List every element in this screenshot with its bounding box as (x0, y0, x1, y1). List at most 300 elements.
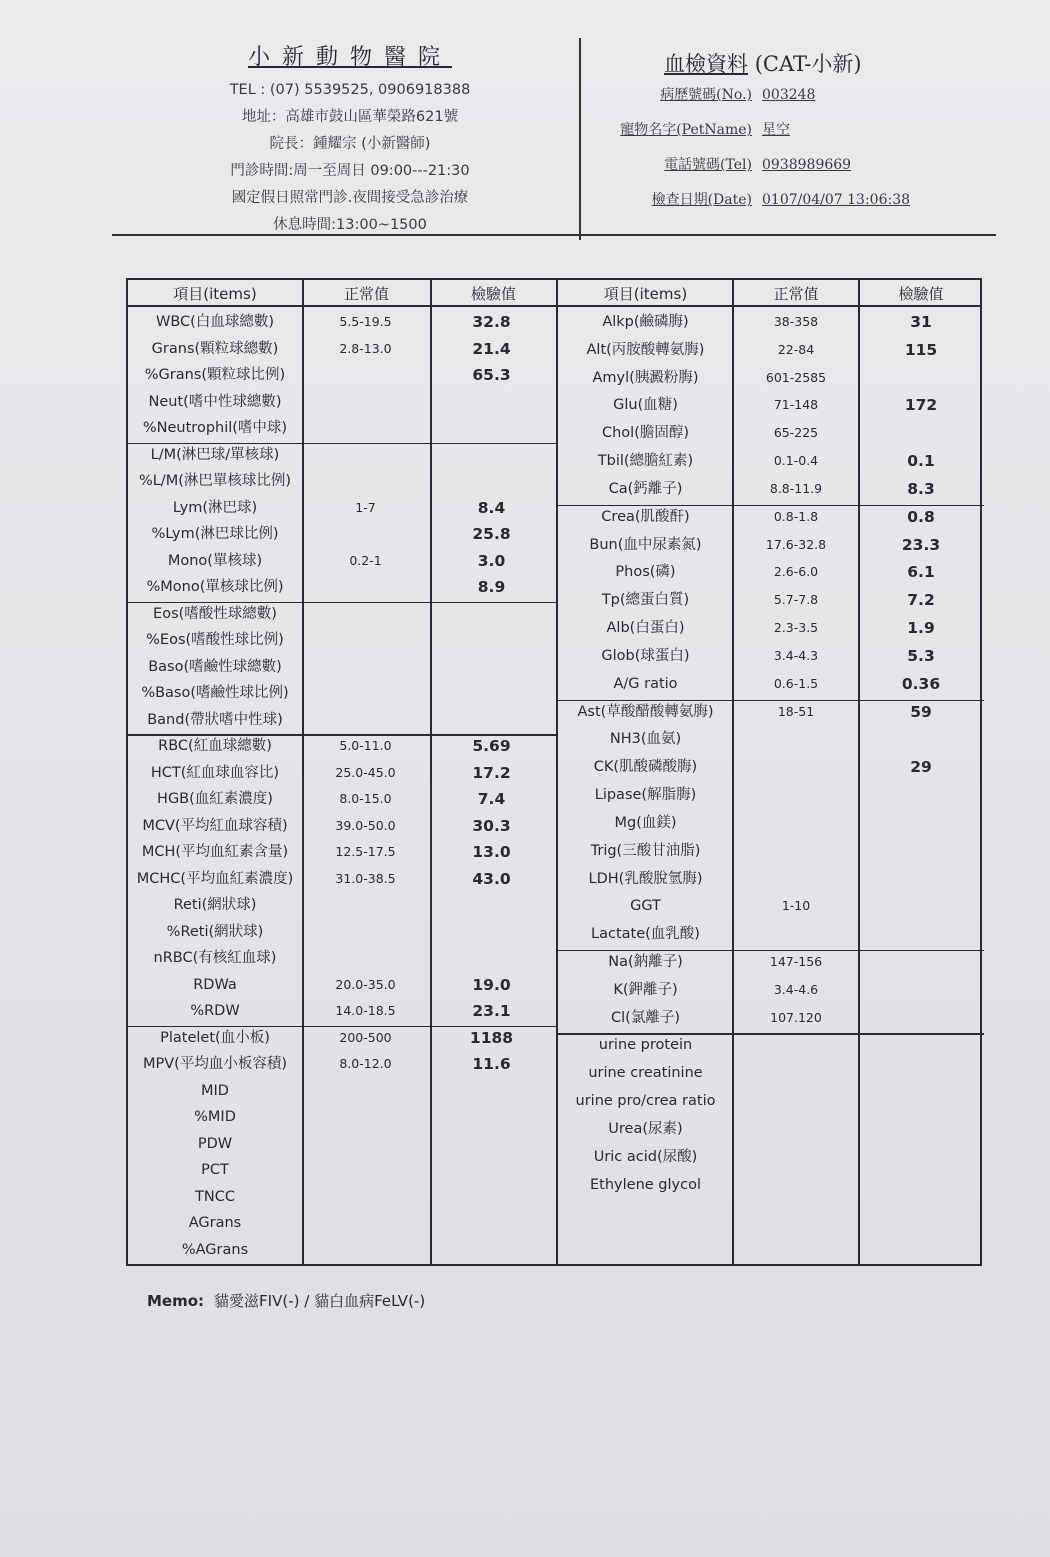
test-name: %L/M(淋巴單核球比例) (138, 473, 292, 489)
table-row (558, 726, 983, 752)
table-row (128, 813, 554, 839)
normal-range: 3.4-4.3 (773, 647, 819, 663)
test-value: 23.1 (472, 1002, 511, 1020)
test-name: nRBC(有核紅血球) (153, 950, 277, 966)
test-value (429, 1104, 554, 1130)
group-separator (128, 734, 556, 736)
column-divider (556, 280, 558, 1264)
normal-range (302, 1131, 429, 1157)
test-value (859, 726, 983, 752)
test-value: 0.8 (907, 507, 935, 526)
group-separator (556, 505, 984, 507)
table-row (558, 532, 983, 558)
test-name: Uric acid(尿酸) (593, 1148, 698, 1165)
header-items-left: 項目(items) (173, 285, 257, 303)
test-value (429, 945, 554, 971)
group-separator (128, 443, 556, 445)
test-name: Alkp(鹼磷脢) (602, 314, 689, 330)
normal-range (733, 782, 859, 808)
test-value (859, 1172, 983, 1198)
table-row (558, 643, 983, 669)
normal-range (733, 866, 859, 892)
test-value (429, 627, 554, 653)
test-value (859, 365, 983, 391)
group-separator (556, 1033, 984, 1035)
table-row (558, 754, 983, 780)
test-name: urine protein (598, 1037, 693, 1054)
test-value: 32.8 (472, 313, 511, 331)
normal-range (733, 1144, 859, 1170)
normal-range (733, 1088, 859, 1114)
table-row (558, 1172, 983, 1198)
test-value (429, 468, 554, 494)
test-value: 6.1 (907, 563, 935, 582)
test-value: 21.4 (472, 339, 511, 358)
group-separator (128, 602, 556, 604)
test-value (859, 838, 983, 864)
normal-range: 0.2-1 (349, 552, 382, 568)
test-name: urine creatinine (588, 1065, 703, 1082)
test-value: 17.2 (472, 763, 511, 782)
normal-range: 8.8-11.9 (769, 480, 823, 496)
normal-range (733, 1060, 859, 1086)
record-info (600, 48, 1000, 224)
normal-range (302, 1237, 429, 1263)
test-name: PCT (201, 1162, 229, 1178)
record-field-date (600, 189, 1000, 224)
test-value: 43.0 (472, 869, 511, 888)
test-value: 5.3 (907, 646, 935, 665)
test-name: RBC(紅血球總數) (158, 738, 272, 754)
field-value: 0107/04/07 13:06:38 (762, 192, 911, 208)
test-name: %Eos(嗜酸性球比例) (146, 632, 284, 648)
field-label: 檢查日期(Date) (651, 192, 752, 208)
table-row (128, 1025, 554, 1051)
normal-range: 0.8-1.8 (773, 508, 819, 524)
test-name: Bun(血中尿素氮) (589, 536, 702, 553)
test-value: 11.6 (472, 1055, 511, 1073)
group-separator (128, 1026, 556, 1028)
table-row (558, 977, 983, 1003)
test-value (429, 654, 554, 680)
column-divider (302, 280, 304, 1264)
test-value: 0.1 (907, 452, 935, 471)
test-value: 30.3 (472, 816, 511, 835)
table-row (128, 892, 554, 918)
header-items-right: 項目(items) (603, 285, 688, 303)
test-name: AGrans (188, 1215, 242, 1231)
table-row (128, 760, 554, 786)
normal-range (302, 521, 429, 547)
normal-range (302, 680, 429, 706)
normal-range: 5.7-7.8 (773, 592, 819, 608)
record-field-petname (600, 119, 1000, 154)
test-name: Alb(白蛋白) (606, 620, 685, 637)
table-row (558, 671, 983, 697)
test-value: 7.4 (477, 790, 506, 808)
field-label: 病歷號碼(No.) (660, 87, 752, 103)
normal-range: 0.1-0.4 (773, 453, 819, 469)
table-row (128, 733, 554, 759)
table-row (558, 420, 983, 446)
test-name: MCV(平均紅血球容積) (142, 817, 288, 834)
test-name: Crea(肌酸酐) (601, 508, 690, 525)
normal-range: 0.6-1.5 (773, 675, 819, 691)
test-name: LDH(乳酸脫氫脢) (588, 870, 703, 887)
normal-range (302, 1157, 429, 1183)
table-row (558, 476, 983, 502)
table-row (128, 919, 554, 945)
normal-range: 14.0-18.5 (335, 1003, 396, 1018)
test-name: Platelet(血小板) (160, 1029, 270, 1046)
normal-range: 25.0-45.0 (335, 764, 396, 780)
test-name: K(鉀離子) (613, 981, 678, 998)
normal-range (302, 1184, 429, 1210)
test-name: Mono(單核球) (167, 552, 263, 569)
test-value: 29 (910, 758, 932, 777)
normal-range: 5.5-19.5 (339, 314, 392, 329)
test-value: 3.0 (477, 551, 506, 570)
test-value (429, 919, 554, 945)
normal-range (733, 921, 859, 947)
test-value (859, 1005, 983, 1031)
table-row (558, 893, 983, 919)
table-row (128, 1210, 554, 1236)
normal-range: 200-500 (339, 1029, 392, 1045)
test-value (859, 893, 983, 919)
test-value (429, 1210, 554, 1236)
table-row (128, 468, 554, 494)
test-name: %Lym(淋巴球比例) (151, 526, 279, 542)
table-row (558, 587, 983, 613)
test-value (429, 680, 554, 706)
clinic-holiday-note: 國定假日照常門診.夜間接受急診治療 (231, 190, 469, 206)
test-name: CK(肌酸磷酸脢) (593, 759, 698, 776)
test-name: Eos(嗜酸性球總數) (153, 605, 277, 622)
test-name: GGT (630, 898, 661, 915)
test-name: Ethylene glycol (590, 1176, 701, 1193)
normal-range (302, 389, 429, 415)
test-value: 25.8 (472, 525, 511, 543)
normal-range (733, 810, 859, 836)
test-name: %MID (194, 1109, 236, 1125)
test-name: A/G ratio (613, 675, 678, 692)
table-row (558, 1032, 983, 1058)
test-value (429, 892, 554, 918)
header-rule (112, 234, 996, 236)
test-name: MCH(平均血紅素含量) (141, 844, 289, 860)
table-row (558, 504, 983, 530)
header-normal-left: 正常值 (343, 285, 389, 303)
table-row (128, 945, 554, 971)
table-row (128, 998, 554, 1024)
table-row (128, 1078, 554, 1104)
test-value (859, 1144, 983, 1170)
table-row (128, 1051, 554, 1077)
test-value: 23.3 (901, 535, 941, 554)
normal-range: 12.5-17.5 (335, 844, 396, 859)
test-value: 13.0 (472, 843, 511, 861)
normal-range (302, 468, 429, 494)
test-name: Neut(嗜中性球總數) (148, 393, 282, 410)
table-row (128, 1104, 554, 1130)
normal-range (733, 1032, 859, 1058)
normal-range (302, 362, 429, 388)
test-name: Ast(草酸醋酸轉氨脢) (577, 703, 714, 720)
table-row (558, 949, 983, 975)
test-name: RDWa (193, 976, 237, 993)
test-value: 115 (904, 340, 938, 359)
test-name: Mg(血鎂) (614, 814, 677, 831)
test-value: 5.69 (472, 737, 511, 755)
test-value: 172 (904, 396, 938, 415)
test-name: Phos(磷) (615, 564, 676, 581)
column-divider (858, 280, 860, 1264)
normal-range: 147-156 (769, 953, 823, 969)
normal-range: 17.6-32.8 (765, 536, 827, 552)
test-value (429, 1157, 554, 1183)
test-name: Amyl(胰澱粉脢) (592, 369, 699, 386)
clinic-info (180, 40, 520, 239)
test-name: Lym(淋巴球) (172, 499, 258, 516)
normal-range: 2.8-13.0 (339, 340, 392, 356)
test-name: TNCC (195, 1188, 235, 1205)
test-value: 8.4 (477, 498, 506, 517)
normal-range (302, 892, 429, 918)
table-row (128, 1157, 554, 1183)
test-name: Alt(丙胺酸轉氨脢) (586, 341, 705, 358)
table-row (128, 786, 554, 812)
test-value: 8.3 (907, 479, 935, 498)
table-row (558, 337, 983, 363)
header-value-left: 檢驗值 (470, 285, 516, 303)
normal-range (302, 415, 429, 441)
test-value (429, 415, 554, 441)
header-normal-right: 正常值 (773, 285, 819, 303)
normal-range: 71-148 (773, 397, 819, 413)
test-value (859, 1116, 983, 1142)
normal-range: 1-7 (355, 499, 376, 515)
group-separator (556, 700, 984, 702)
table-row (558, 699, 983, 725)
table-row (558, 1060, 983, 1086)
test-name: Glob(球蛋白) (601, 647, 690, 664)
table-row (128, 442, 554, 468)
normal-range (733, 838, 859, 864)
test-value: 1188 (469, 1028, 514, 1047)
field-label: 電話號碼(Tel) (664, 157, 752, 173)
table-row (128, 336, 554, 362)
record-title-subtitle: (CAT-小新) (754, 52, 862, 76)
test-value (429, 707, 554, 733)
test-value (859, 782, 983, 808)
test-name: %Reti(網狀球) (166, 923, 264, 940)
test-value (859, 866, 983, 892)
test-name: Trig(三酸甘油脂) (590, 842, 701, 859)
normal-range: 39.0-50.0 (335, 817, 396, 833)
normal-range: 1-10 (781, 898, 811, 914)
clinic-hours: 門診時間:周一至周日 09:00---21:30 (230, 163, 470, 179)
normal-range (733, 754, 859, 780)
test-name: %Grans(顆粒球比例) (144, 367, 286, 383)
table-row (128, 495, 554, 521)
column-divider (430, 280, 432, 1264)
normal-range: 8.0-12.0 (339, 1056, 392, 1071)
clinic-director: 院長：鍾耀宗 (小新醫師) (269, 136, 431, 152)
table-row (558, 838, 983, 864)
normal-range (302, 601, 429, 627)
normal-range: 65-225 (773, 425, 819, 441)
record-field-tel (600, 154, 1000, 189)
table-row (128, 866, 554, 892)
memo-label: Memo: (147, 1292, 205, 1310)
table-row (128, 601, 554, 627)
field-value: 003248 (762, 87, 816, 103)
table-row (558, 1088, 983, 1114)
record-title-main: 血檢資料 (664, 52, 748, 76)
normal-range: 107.120 (770, 1009, 822, 1025)
test-value (859, 977, 983, 1003)
test-value: 1.9 (907, 619, 935, 638)
normal-range (733, 726, 859, 752)
table-row (128, 309, 554, 335)
test-name: %Neutrophil(嗜中球) (142, 420, 288, 436)
table-row (128, 521, 554, 547)
normal-range (733, 1172, 859, 1198)
table-row (128, 627, 554, 653)
test-name: MPV(平均血小板容積) (143, 1056, 287, 1072)
test-value (859, 949, 983, 975)
test-name: Reti(網狀球) (173, 897, 257, 913)
normal-range (302, 574, 429, 600)
table-row (128, 680, 554, 706)
table-row (128, 389, 554, 415)
table-row (128, 839, 554, 865)
normal-range: 3.4-4.6 (773, 981, 819, 997)
normal-range: 601-2585 (765, 369, 827, 385)
normal-range (302, 627, 429, 653)
table-row (128, 548, 554, 574)
normal-range: 8.0-15.0 (339, 791, 392, 806)
table-row (558, 392, 983, 418)
test-value: 19.0 (472, 975, 511, 994)
test-value (429, 1131, 554, 1157)
normal-range: 31.0-38.5 (335, 870, 396, 886)
normal-range: 18-51 (777, 703, 815, 719)
test-value (429, 1237, 554, 1263)
test-name: Tp(總蛋白質) (601, 592, 690, 609)
test-name: Glu(血糖) (613, 397, 678, 414)
test-name: Cl(氯離子) (611, 1009, 680, 1026)
normal-range (302, 442, 429, 468)
test-value (429, 1184, 554, 1210)
test-name: %Baso(嗜鹼性球比例) (141, 685, 289, 701)
clinic-break-time: 休息時間:13:00~1500 (273, 217, 427, 233)
table-row (558, 782, 983, 808)
group-separator (556, 950, 984, 952)
test-name: HGB(血紅素濃度) (157, 791, 273, 807)
header-rule-line (128, 305, 980, 307)
header-value-right: 檢驗值 (898, 285, 944, 303)
table-row (558, 448, 983, 474)
table-row (128, 1237, 554, 1263)
clinic-address: 地址：高雄市鼓山區華榮路621號 (241, 109, 459, 125)
test-name: MID (201, 1082, 229, 1099)
normal-range: 5.0-11.0 (339, 738, 392, 753)
table-row (558, 559, 983, 585)
normal-range: 2.6-6.0 (773, 564, 819, 580)
field-value: 星空 (762, 122, 790, 138)
test-value (859, 420, 983, 446)
table-row (128, 1184, 554, 1210)
test-value (429, 442, 554, 468)
table-row (128, 1131, 554, 1157)
normal-range: 2.3-3.5 (773, 620, 819, 636)
table-row (558, 921, 983, 947)
normal-range (302, 945, 429, 971)
test-value: 65.3 (472, 366, 511, 384)
test-value: 31 (910, 313, 932, 331)
test-name: Tbil(總膽紅素) (597, 453, 694, 470)
table-row (558, 1005, 983, 1031)
test-name: %Mono(單核球比例) (146, 579, 284, 595)
header-divider (579, 38, 581, 240)
table-row (128, 707, 554, 733)
test-name: Grans(顆粒球總數) (151, 340, 279, 357)
normal-range (302, 1104, 429, 1130)
column-divider (732, 280, 734, 1264)
normal-range: 20.0-35.0 (335, 976, 396, 992)
normal-range (302, 654, 429, 680)
test-name: NH3(血氨) (609, 731, 682, 748)
test-name: MCHC(平均血紅素濃度) (136, 870, 294, 887)
table-row (128, 972, 554, 998)
normal-range (302, 1210, 429, 1236)
normal-range (302, 707, 429, 733)
normal-range: 22-84 (777, 341, 815, 357)
test-name: PDW (197, 1135, 233, 1152)
clinic-name: 小新動物醫院 (247, 45, 452, 70)
memo (147, 1290, 425, 1311)
normal-range: 38-358 (773, 314, 819, 329)
test-value (429, 389, 554, 415)
test-value (429, 1078, 554, 1104)
test-name: Chol(膽固醇) (601, 425, 690, 442)
test-name: urine pro/crea ratio (575, 1093, 716, 1110)
test-name: Urea(尿素) (608, 1120, 683, 1137)
table-row (128, 415, 554, 441)
test-name: Lactate(血乳酸) (591, 926, 700, 943)
field-value: 0938989669 (762, 157, 852, 173)
normal-range (302, 1078, 429, 1104)
test-name: Lipase(解脂脢) (594, 787, 697, 804)
test-name: Band(帶狀嗜中性球) (147, 711, 283, 728)
test-value (859, 810, 983, 836)
record-field-number (600, 84, 1000, 119)
memo-text: 貓愛滋FIV(-) / 貓白血病FeLV(-) (214, 1292, 426, 1310)
table-row (558, 1116, 983, 1142)
test-name: HCT(紅血球血容比) (150, 764, 280, 781)
test-value (859, 1060, 983, 1086)
table-row (558, 866, 983, 892)
test-value: 0.36 (901, 674, 941, 693)
test-name: Baso(嗜鹼性球總數) (148, 658, 282, 675)
clinic-phone: TEL : (07) 5539525, 0906918388 (229, 82, 471, 98)
table-row (558, 615, 983, 641)
test-value: 59 (910, 702, 932, 721)
test-value (859, 1088, 983, 1114)
test-name: WBC(白血球總數) (156, 314, 274, 330)
